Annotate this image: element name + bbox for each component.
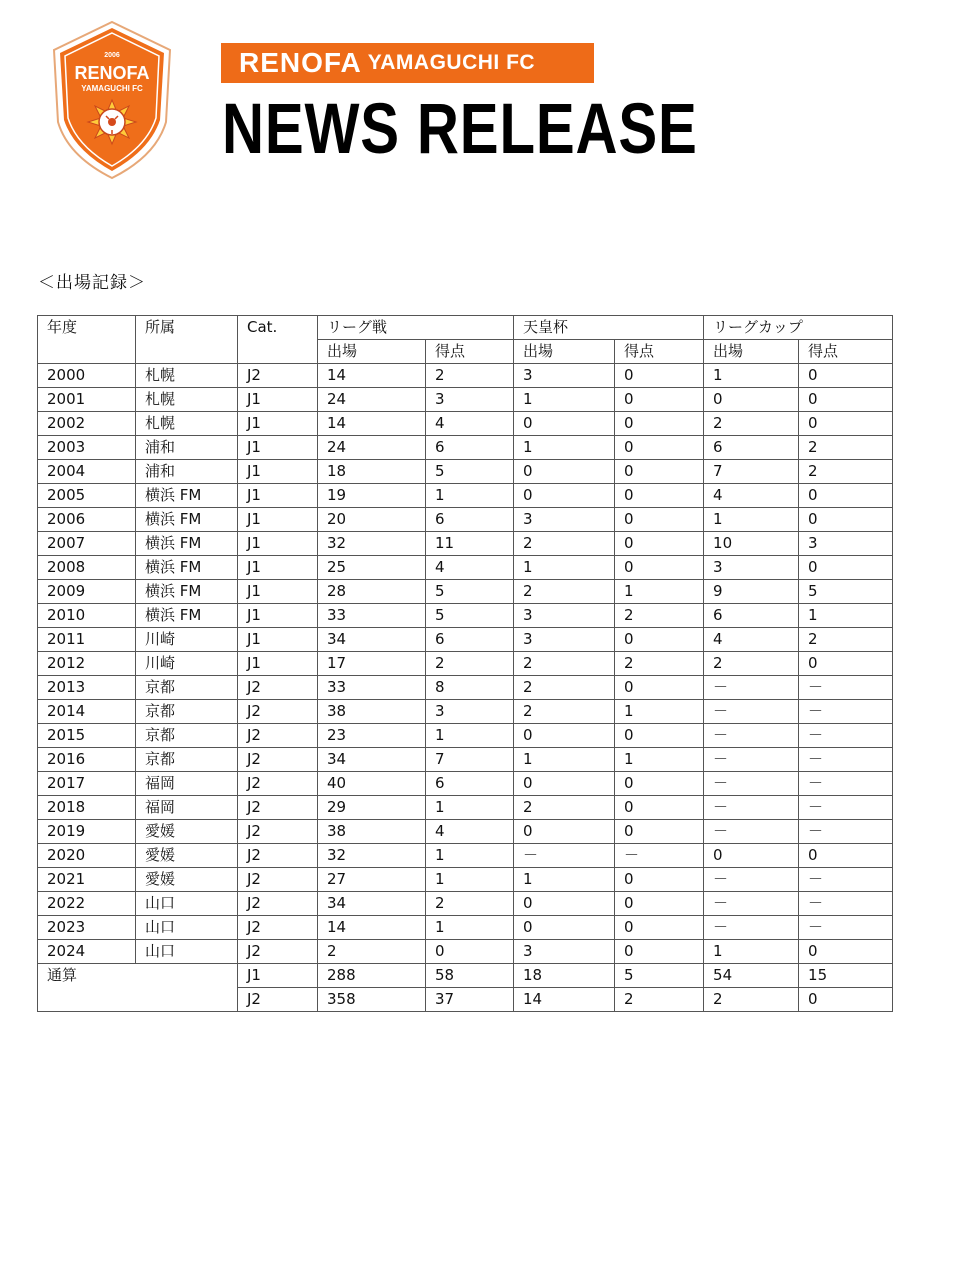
brand-banner <box>221 43 594 83</box>
table-row <box>38 508 893 532</box>
table-cell: 札幌 <box>136 364 238 388</box>
table-cell: 1 <box>514 436 615 460</box>
table-cell: 0 <box>615 436 704 460</box>
table-cell: 0 <box>615 796 704 820</box>
table-cell: 0 <box>514 892 615 916</box>
table-cell: 札幌 <box>136 388 238 412</box>
logo-sub: YAMAGUCHI FC <box>81 84 143 93</box>
table-cell: 2009 <box>38 580 136 604</box>
table-cell: 2 <box>514 652 615 676</box>
table-cell: J1 <box>238 484 318 508</box>
header-league-cup: リーグカップ <box>704 316 893 340</box>
table-cell: 2006 <box>38 508 136 532</box>
table-cell: J2 <box>238 724 318 748</box>
table-cell: J2 <box>238 364 318 388</box>
table-cell: 1 <box>514 388 615 412</box>
header-league-apps: 出場 <box>318 340 426 364</box>
table-cell: 2014 <box>38 700 136 724</box>
table-cell: 5 <box>426 604 514 628</box>
table-cell: － <box>799 676 893 700</box>
table-cell: 0 <box>615 820 704 844</box>
table-cell: 2003 <box>38 436 136 460</box>
table-cell: － <box>704 748 799 772</box>
table-cell: 2 <box>514 700 615 724</box>
table-cell: 358 <box>318 988 426 1012</box>
table-cell: J1 <box>238 604 318 628</box>
brand-name: RENOFA <box>239 47 362 78</box>
table-cell: 1 <box>615 700 704 724</box>
table-cell: 7 <box>426 748 514 772</box>
table-cell: 0 <box>615 508 704 532</box>
table-cell: 1 <box>426 484 514 508</box>
table-cell: 札幌 <box>136 412 238 436</box>
table-cell: 0 <box>799 940 893 964</box>
table-cell: 2 <box>704 652 799 676</box>
table-cell: － <box>799 772 893 796</box>
table-cell: 2 <box>318 940 426 964</box>
table-row <box>38 796 893 820</box>
table-cell: 3 <box>799 532 893 556</box>
table-cell: 3 <box>426 700 514 724</box>
table-cell: J2 <box>238 940 318 964</box>
table-cell: J1 <box>238 964 318 988</box>
section-heading: ＜出場記録＞ <box>38 273 146 293</box>
table-cell: 15 <box>799 964 893 988</box>
table-cell: 4 <box>426 820 514 844</box>
table-cell: 1 <box>615 580 704 604</box>
table-cell: － <box>799 868 893 892</box>
table-cell: 2 <box>426 364 514 388</box>
table-cell: 浦和 <box>136 460 238 484</box>
table-cell: 2 <box>704 412 799 436</box>
table-cell: 24 <box>318 436 426 460</box>
table-cell: 3 <box>426 388 514 412</box>
table-cell: J2 <box>238 916 318 940</box>
table-cell: 29 <box>318 796 426 820</box>
table-cell: － <box>799 820 893 844</box>
table-cell: 0 <box>615 940 704 964</box>
table-cell: 37 <box>426 988 514 1012</box>
table-cell: 34 <box>318 628 426 652</box>
table-cell: 5 <box>426 580 514 604</box>
table-cell: J2 <box>238 892 318 916</box>
table-cell: 2016 <box>38 748 136 772</box>
totals-body <box>38 964 893 1012</box>
table-cell: 0 <box>615 484 704 508</box>
table-cell: 6 <box>426 508 514 532</box>
table-cell: 2002 <box>38 412 136 436</box>
table-cell: J1 <box>238 412 318 436</box>
table-cell: 2007 <box>38 532 136 556</box>
table-cell: 0 <box>615 868 704 892</box>
table-cell: 19 <box>318 484 426 508</box>
table-cell: 33 <box>318 604 426 628</box>
table-cell: 愛媛 <box>136 868 238 892</box>
table-cell: 3 <box>514 604 615 628</box>
table-cell: 2 <box>799 628 893 652</box>
table-cell: J1 <box>238 508 318 532</box>
table-cell: 1 <box>514 748 615 772</box>
table-cell: 0 <box>799 556 893 580</box>
table-cell: 18 <box>318 460 426 484</box>
logo-name: RENOFA <box>74 63 150 83</box>
table-cell: 0 <box>704 844 799 868</box>
table-row <box>38 652 893 676</box>
table-cell: 18 <box>514 964 615 988</box>
table-cell: 京都 <box>136 700 238 724</box>
table-cell: 2008 <box>38 556 136 580</box>
table-row <box>38 436 893 460</box>
table-cell: 3 <box>704 556 799 580</box>
table-cell: 6 <box>426 772 514 796</box>
table-cell: 2017 <box>38 772 136 796</box>
table-cell: 2020 <box>38 844 136 868</box>
appearance-record-table <box>37 315 893 1012</box>
table-cell: 0 <box>514 820 615 844</box>
table-row <box>38 604 893 628</box>
table-cell: J1 <box>238 436 318 460</box>
table-cell: 2013 <box>38 676 136 700</box>
table-cell: 2018 <box>38 796 136 820</box>
table-cell: 27 <box>318 868 426 892</box>
table-cell: 0 <box>615 388 704 412</box>
table-cell: 5 <box>426 460 514 484</box>
table-cell: 6 <box>704 436 799 460</box>
table-cell: 川崎 <box>136 628 238 652</box>
header-emperors-cup: 天皇杯 <box>514 316 704 340</box>
table-cell: 0 <box>615 412 704 436</box>
table-cell: 0 <box>426 940 514 964</box>
table-cell: 11 <box>426 532 514 556</box>
table-row <box>38 892 893 916</box>
table-cell: 0 <box>799 484 893 508</box>
table-cell: 0 <box>615 628 704 652</box>
table-cell: 8 <box>426 676 514 700</box>
table-cell: J1 <box>238 532 318 556</box>
table-cell: J2 <box>238 700 318 724</box>
table-cell: 34 <box>318 748 426 772</box>
table-cell: 2005 <box>38 484 136 508</box>
header-league: リーグ戦 <box>318 316 514 340</box>
table-cell: 0 <box>799 412 893 436</box>
brand-sub: YAMAGUCHI FC <box>367 51 536 74</box>
table-cell: 福岡 <box>136 772 238 796</box>
table-cell: 2 <box>426 652 514 676</box>
table-cell: 24 <box>318 388 426 412</box>
table-cell: 34 <box>318 892 426 916</box>
header-cup-goals: 得点 <box>799 340 893 364</box>
table-cell: 2015 <box>38 724 136 748</box>
table-cell: 54 <box>704 964 799 988</box>
table-cell: 0 <box>514 484 615 508</box>
table-cell: 京都 <box>136 724 238 748</box>
table-cell: J1 <box>238 388 318 412</box>
table-cell: J2 <box>238 820 318 844</box>
table-cell: 0 <box>615 916 704 940</box>
totals-row <box>38 964 893 988</box>
table-cell: J2 <box>238 844 318 868</box>
table-cell: 288 <box>318 964 426 988</box>
table-cell: 38 <box>318 700 426 724</box>
table-cell: 0 <box>514 460 615 484</box>
table-row <box>38 820 893 844</box>
table-cell: 0 <box>615 556 704 580</box>
table-row <box>38 580 893 604</box>
table-cell: 0 <box>799 988 893 1012</box>
table-cell: J2 <box>238 676 318 700</box>
table-cell: J1 <box>238 580 318 604</box>
header-emperor-apps: 出場 <box>514 340 615 364</box>
table-cell: 福岡 <box>136 796 238 820</box>
table-cell: 2023 <box>38 916 136 940</box>
table-cell: 1 <box>615 748 704 772</box>
table-cell: 1 <box>426 916 514 940</box>
header-category: Cat. <box>238 316 318 364</box>
table-row <box>38 916 893 940</box>
table-cell: 33 <box>318 676 426 700</box>
table-cell: 4 <box>704 484 799 508</box>
totals-label: 通算 <box>38 964 238 1012</box>
table-cell: － <box>704 676 799 700</box>
table-cell: 0 <box>615 892 704 916</box>
table-row <box>38 364 893 388</box>
table-cell: 2 <box>514 676 615 700</box>
table-cell: 0 <box>799 364 893 388</box>
table-cell: 14 <box>514 988 615 1012</box>
table-cell: 2004 <box>38 460 136 484</box>
table-cell: 0 <box>615 532 704 556</box>
table-cell: 2 <box>615 988 704 1012</box>
table-cell: 愛媛 <box>136 820 238 844</box>
table-cell: 25 <box>318 556 426 580</box>
table-cell: 1 <box>799 604 893 628</box>
table-cell: 32 <box>318 844 426 868</box>
table-cell: 14 <box>318 916 426 940</box>
table-cell: 3 <box>514 940 615 964</box>
table-cell: 浦和 <box>136 436 238 460</box>
table-cell: 32 <box>318 532 426 556</box>
release-title: NEWS RELEASE <box>222 90 698 169</box>
table-row <box>38 628 893 652</box>
table-cell: － <box>704 772 799 796</box>
table-cell: 2022 <box>38 892 136 916</box>
table-cell: 愛媛 <box>136 844 238 868</box>
table-cell: 20 <box>318 508 426 532</box>
table-cell: 山口 <box>136 892 238 916</box>
table-cell: J2 <box>238 748 318 772</box>
table-cell: J2 <box>238 868 318 892</box>
table-row <box>38 460 893 484</box>
table-cell: J2 <box>238 772 318 796</box>
table-cell: 4 <box>426 556 514 580</box>
table-row <box>38 484 893 508</box>
header-club: 所属 <box>136 316 238 364</box>
header-league-goals: 得点 <box>426 340 514 364</box>
table-cell: 2 <box>799 436 893 460</box>
table-cell: 横浜 FM <box>136 604 238 628</box>
table-cell: 2011 <box>38 628 136 652</box>
table-cell: 0 <box>615 676 704 700</box>
table-cell: 5 <box>615 964 704 988</box>
table-cell: 横浜 FM <box>136 580 238 604</box>
logo-year: 2006 <box>104 52 120 59</box>
table-cell: 1 <box>426 868 514 892</box>
table-cell: 2000 <box>38 364 136 388</box>
table-cell: 6 <box>426 436 514 460</box>
table-cell: 0 <box>799 652 893 676</box>
table-cell: － <box>799 892 893 916</box>
table-cell: － <box>704 868 799 892</box>
table-cell: 0 <box>514 724 615 748</box>
table-cell: 14 <box>318 364 426 388</box>
table-cell: 0 <box>799 844 893 868</box>
table-cell: 14 <box>318 412 426 436</box>
table-row <box>38 676 893 700</box>
table-cell: 1 <box>514 868 615 892</box>
table-cell: 0 <box>615 460 704 484</box>
table-cell: 58 <box>426 964 514 988</box>
table-cell: 3 <box>514 364 615 388</box>
table-cell: 4 <box>426 412 514 436</box>
table-cell: 9 <box>704 580 799 604</box>
table-cell: 0 <box>799 508 893 532</box>
table-cell: 1 <box>426 844 514 868</box>
table-cell: 1 <box>514 556 615 580</box>
table-cell: 2010 <box>38 604 136 628</box>
table-cell: 京都 <box>136 748 238 772</box>
table-cell: － <box>799 796 893 820</box>
table-row <box>38 388 893 412</box>
table-cell: － <box>799 700 893 724</box>
table-cell: 3 <box>514 628 615 652</box>
table-cell: 2 <box>615 652 704 676</box>
table-cell: 38 <box>318 820 426 844</box>
table-cell: 6 <box>704 604 799 628</box>
table-cell: 1 <box>704 508 799 532</box>
table-cell: 1 <box>704 940 799 964</box>
table-row <box>38 748 893 772</box>
table-cell: 山口 <box>136 940 238 964</box>
table-cell: 横浜 FM <box>136 508 238 532</box>
table-cell: J2 <box>238 988 318 1012</box>
table-cell: 2 <box>426 892 514 916</box>
table-cell: 0 <box>615 724 704 748</box>
table-cell: 0 <box>615 772 704 796</box>
table-cell: J1 <box>238 628 318 652</box>
table-cell: 2 <box>615 604 704 628</box>
table-cell: 2 <box>514 580 615 604</box>
table-cell: J2 <box>238 796 318 820</box>
table-cell: － <box>799 724 893 748</box>
table-row <box>38 700 893 724</box>
table-cell: 2 <box>514 796 615 820</box>
table-cell: 5 <box>799 580 893 604</box>
record-body <box>38 364 893 964</box>
table-cell: 京都 <box>136 676 238 700</box>
club-logo <box>50 20 174 180</box>
table-cell: － <box>704 916 799 940</box>
table-cell: 2012 <box>38 652 136 676</box>
table-cell: 2 <box>514 532 615 556</box>
table-row <box>38 412 893 436</box>
table-cell: J1 <box>238 460 318 484</box>
table-cell: 10 <box>704 532 799 556</box>
table-cell: 2 <box>704 988 799 1012</box>
table-cell: 1 <box>426 796 514 820</box>
table-cell: － <box>704 724 799 748</box>
table-cell: 28 <box>318 580 426 604</box>
table-cell: 1 <box>704 364 799 388</box>
table-cell: 6 <box>426 628 514 652</box>
table-cell: － <box>704 700 799 724</box>
table-cell: 0 <box>514 916 615 940</box>
table-cell: 0 <box>514 412 615 436</box>
table-cell: J1 <box>238 652 318 676</box>
table-cell: 0 <box>615 364 704 388</box>
table-cell: － <box>704 820 799 844</box>
table-cell: J1 <box>238 556 318 580</box>
table-cell: 横浜 FM <box>136 556 238 580</box>
table-cell: 横浜 FM <box>136 532 238 556</box>
table-cell: 7 <box>704 460 799 484</box>
table-cell: 横浜 FM <box>136 484 238 508</box>
table-row <box>38 724 893 748</box>
table-cell: － <box>799 748 893 772</box>
header-year: 年度 <box>38 316 136 364</box>
table-cell: 0 <box>514 772 615 796</box>
table-cell: 2024 <box>38 940 136 964</box>
table-row <box>38 868 893 892</box>
table-cell: 山口 <box>136 916 238 940</box>
table-cell: 40 <box>318 772 426 796</box>
table-cell: 4 <box>704 628 799 652</box>
header-emperor-goals: 得点 <box>615 340 704 364</box>
table-cell: 1 <box>426 724 514 748</box>
table-row <box>38 772 893 796</box>
table-row <box>38 532 893 556</box>
table-cell: 2 <box>799 460 893 484</box>
table-cell: 川崎 <box>136 652 238 676</box>
table-cell: 2001 <box>38 388 136 412</box>
table-cell: 2019 <box>38 820 136 844</box>
header-cup-apps: 出場 <box>704 340 799 364</box>
table-cell: － <box>704 796 799 820</box>
table-row <box>38 940 893 964</box>
table-cell: 2021 <box>38 868 136 892</box>
table-cell: 3 <box>514 508 615 532</box>
table-cell: 0 <box>799 388 893 412</box>
table-cell: － <box>704 892 799 916</box>
table-row <box>38 844 893 868</box>
table-cell: － <box>514 844 615 868</box>
table-cell: 0 <box>704 388 799 412</box>
table-cell: 23 <box>318 724 426 748</box>
table-cell: － <box>799 916 893 940</box>
table-cell: 17 <box>318 652 426 676</box>
table-row <box>38 556 893 580</box>
header-row-1 <box>38 316 893 340</box>
table-cell: － <box>615 844 704 868</box>
